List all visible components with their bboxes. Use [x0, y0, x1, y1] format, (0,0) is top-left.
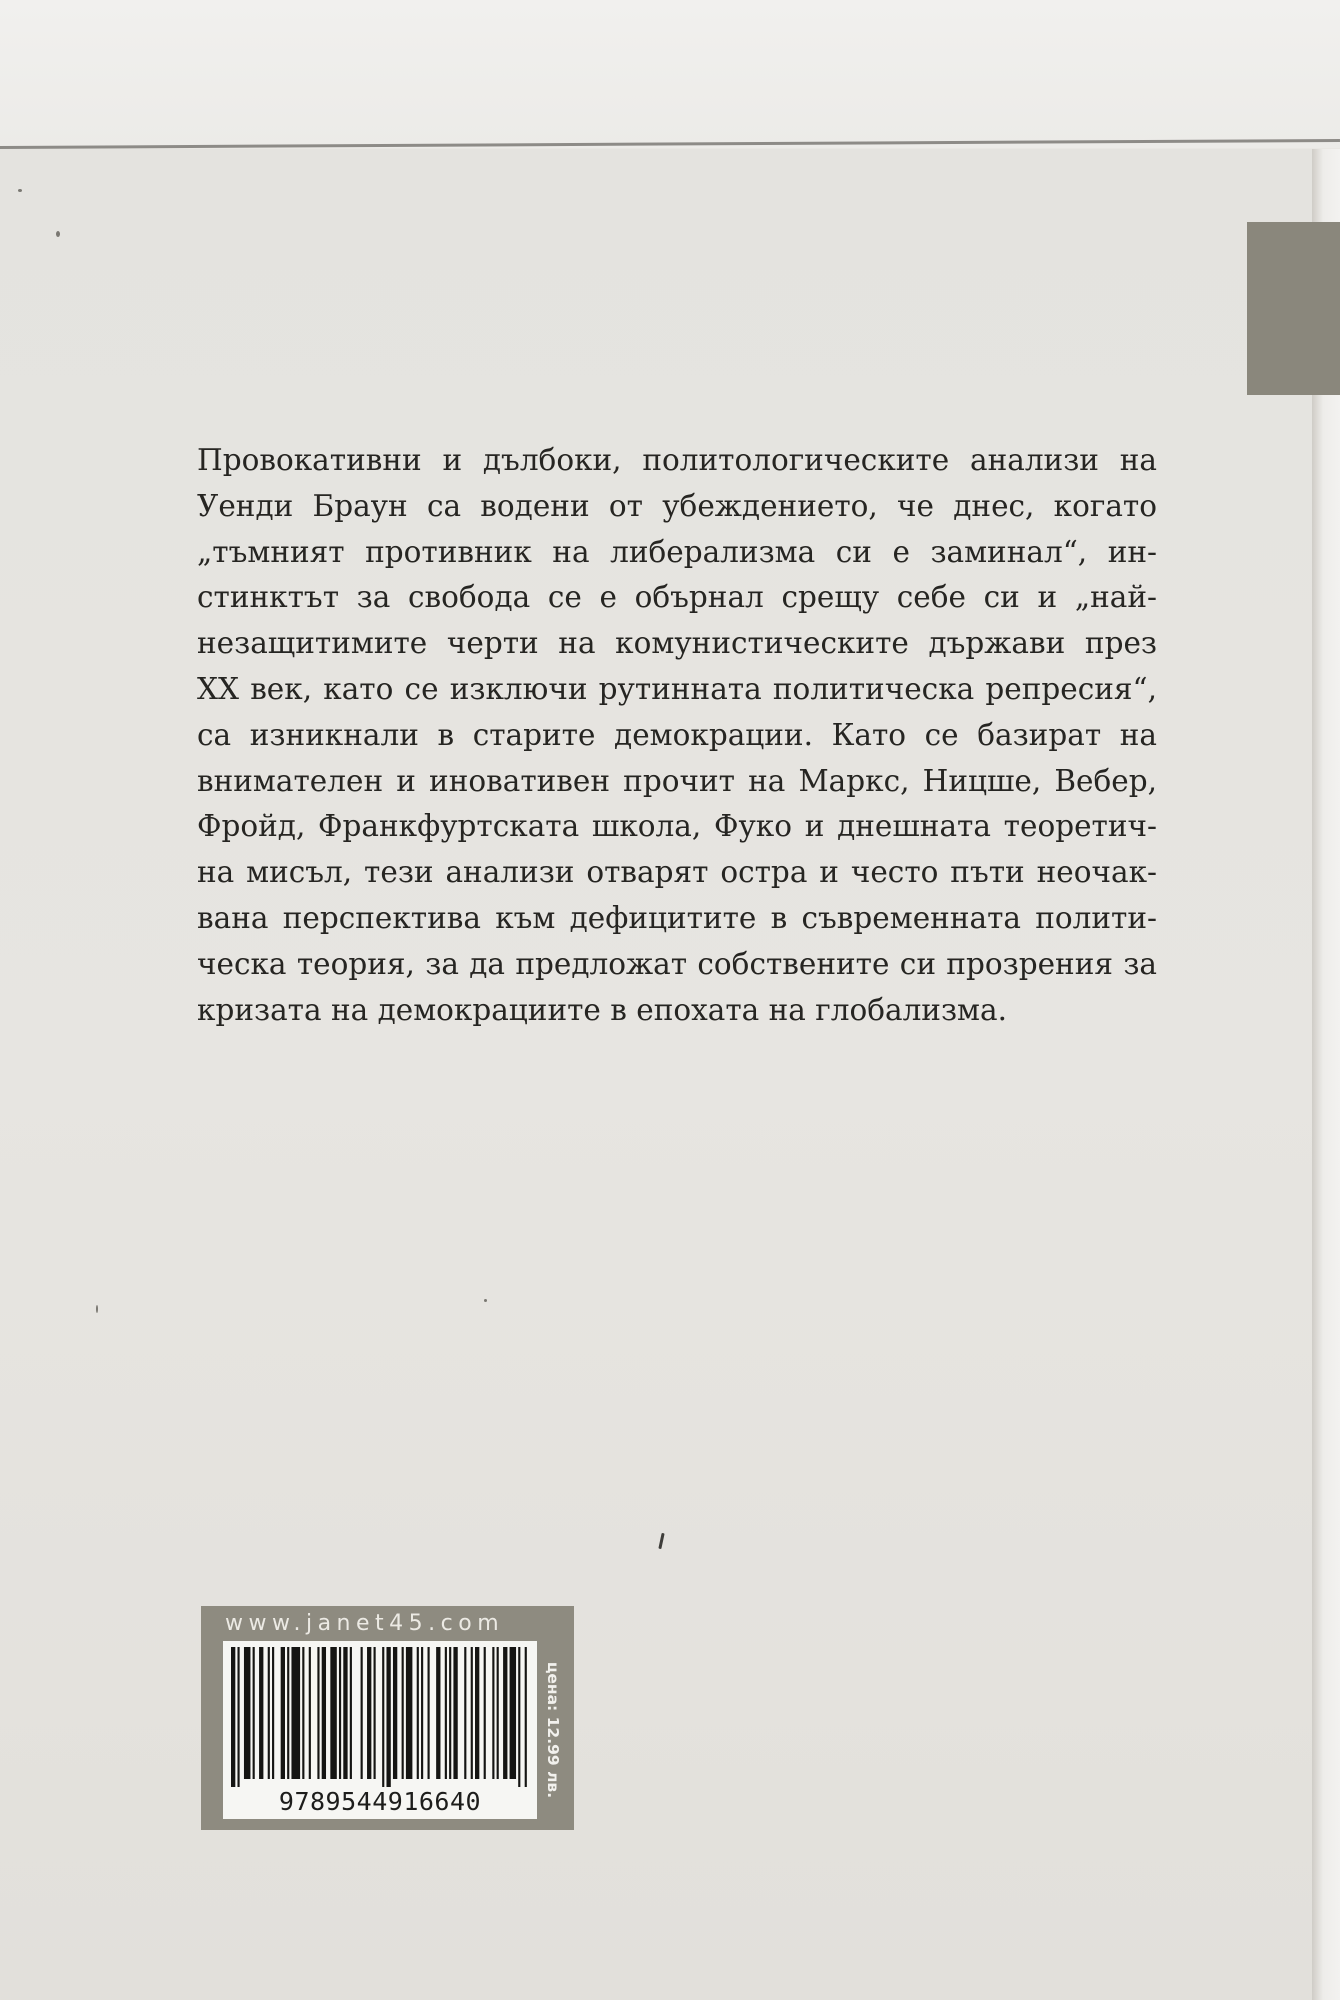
barcode-bar: [492, 1647, 494, 1779]
barcode-bar: [281, 1647, 285, 1779]
blurb-line: кризата на демокрациите в епохата на глобализма.: [197, 992, 1007, 1027]
barcode-bar: [436, 1647, 440, 1779]
barcode-panel: [201, 1606, 574, 1830]
barcode-bar: [386, 1647, 390, 1787]
barcode-bar: [268, 1647, 270, 1779]
barcode-bar: [428, 1647, 430, 1779]
barcode-bar: [343, 1647, 347, 1779]
barcode-bar: [406, 1647, 412, 1779]
barcode-bar: [503, 1647, 507, 1779]
barcode-bar: [475, 1647, 479, 1779]
barcode-bar: [525, 1647, 527, 1787]
barcode-bar: [244, 1647, 250, 1779]
barcode-bar: [302, 1647, 304, 1779]
barcode-bar: [471, 1647, 473, 1779]
blurb-line: ческа теория, за да предложат собствените си прозрения за: [197, 946, 1157, 981]
blurb-line: „тъмният противник на либерализма си е заминал“, ин-: [197, 534, 1157, 569]
barcode-bar: [231, 1647, 235, 1787]
barcode-bar: [445, 1647, 447, 1779]
barcode-bar: [361, 1647, 363, 1779]
blurb-text: [197, 438, 1157, 1033]
barcode-bar: [453, 1647, 457, 1779]
barcode-bar: [484, 1647, 486, 1779]
spine-color-tab: [1247, 222, 1340, 395]
blurb-line: са изникнали в старите демокрации. Като се базират на: [197, 717, 1157, 752]
barcode-bar: [464, 1647, 466, 1779]
back-cover: [0, 149, 1312, 2000]
barcode-bar: [317, 1647, 319, 1779]
blurb-line: незащитимите черти на комунистическите държави през: [197, 626, 1157, 661]
blurb-line: на мисъл, тези анализи отварят остра и често пъти неочак-: [197, 855, 1157, 890]
barcode-bar: [287, 1647, 289, 1779]
barcode-bar: [309, 1647, 311, 1779]
cover-right-edge: [1312, 149, 1340, 2000]
barcode-bar: [374, 1647, 376, 1779]
barcode-bar: [322, 1647, 326, 1779]
blurb-line: стинктът за свобода се е обърнал срещу себе си и „най-: [197, 580, 1157, 615]
barcode-bar: [339, 1647, 341, 1779]
blurb-line: внимателен и иновативен прочит на Маркс, Ницше, Вебер,: [197, 763, 1157, 798]
barcode-bar: [417, 1647, 419, 1779]
blurb-line: вана перспектива към дефицитите в съвременната полити-: [197, 900, 1157, 935]
barcode-bar: [510, 1647, 516, 1779]
barcode-bar: [393, 1647, 397, 1779]
barcode-bar: [272, 1647, 274, 1779]
blurb-line: Фройд, Франкфуртската школа, Фуко и днешната теоретич-: [197, 809, 1157, 844]
barcode-bar: [402, 1647, 404, 1779]
isbn-digits: 9789544916640: [278, 1787, 482, 1816]
price-label: цена: 12.99 лв.: [544, 1661, 562, 1799]
barcode-box: [223, 1641, 537, 1819]
blurb-line: Провокативни и дълбоки, политологическите анализи на: [197, 443, 1157, 477]
blurb-line: XX век, като се изключи рутинната политическа репресия“,: [197, 671, 1157, 706]
barcode-bar: [237, 1647, 239, 1787]
barcode-bar: [497, 1647, 499, 1779]
barcode-bar: [382, 1647, 384, 1787]
barcode-bar: [421, 1647, 423, 1779]
barcode-bar: [253, 1647, 255, 1779]
barcode-bar: [449, 1647, 451, 1779]
barcode-bar: [367, 1647, 371, 1779]
barcode-bar: [291, 1647, 300, 1779]
background-above-cover: [0, 0, 1340, 148]
website-url: www.janet45.com: [225, 1611, 505, 1636]
barcode-bar: [259, 1647, 263, 1779]
barcode-bars: [231, 1647, 529, 1787]
barcode-bar: [350, 1647, 352, 1779]
blurb-line: Уенди Браун са водени от убеждението, че днес, когато: [197, 488, 1157, 523]
barcode-bar: [518, 1647, 520, 1787]
barcode-bar: [330, 1647, 336, 1779]
